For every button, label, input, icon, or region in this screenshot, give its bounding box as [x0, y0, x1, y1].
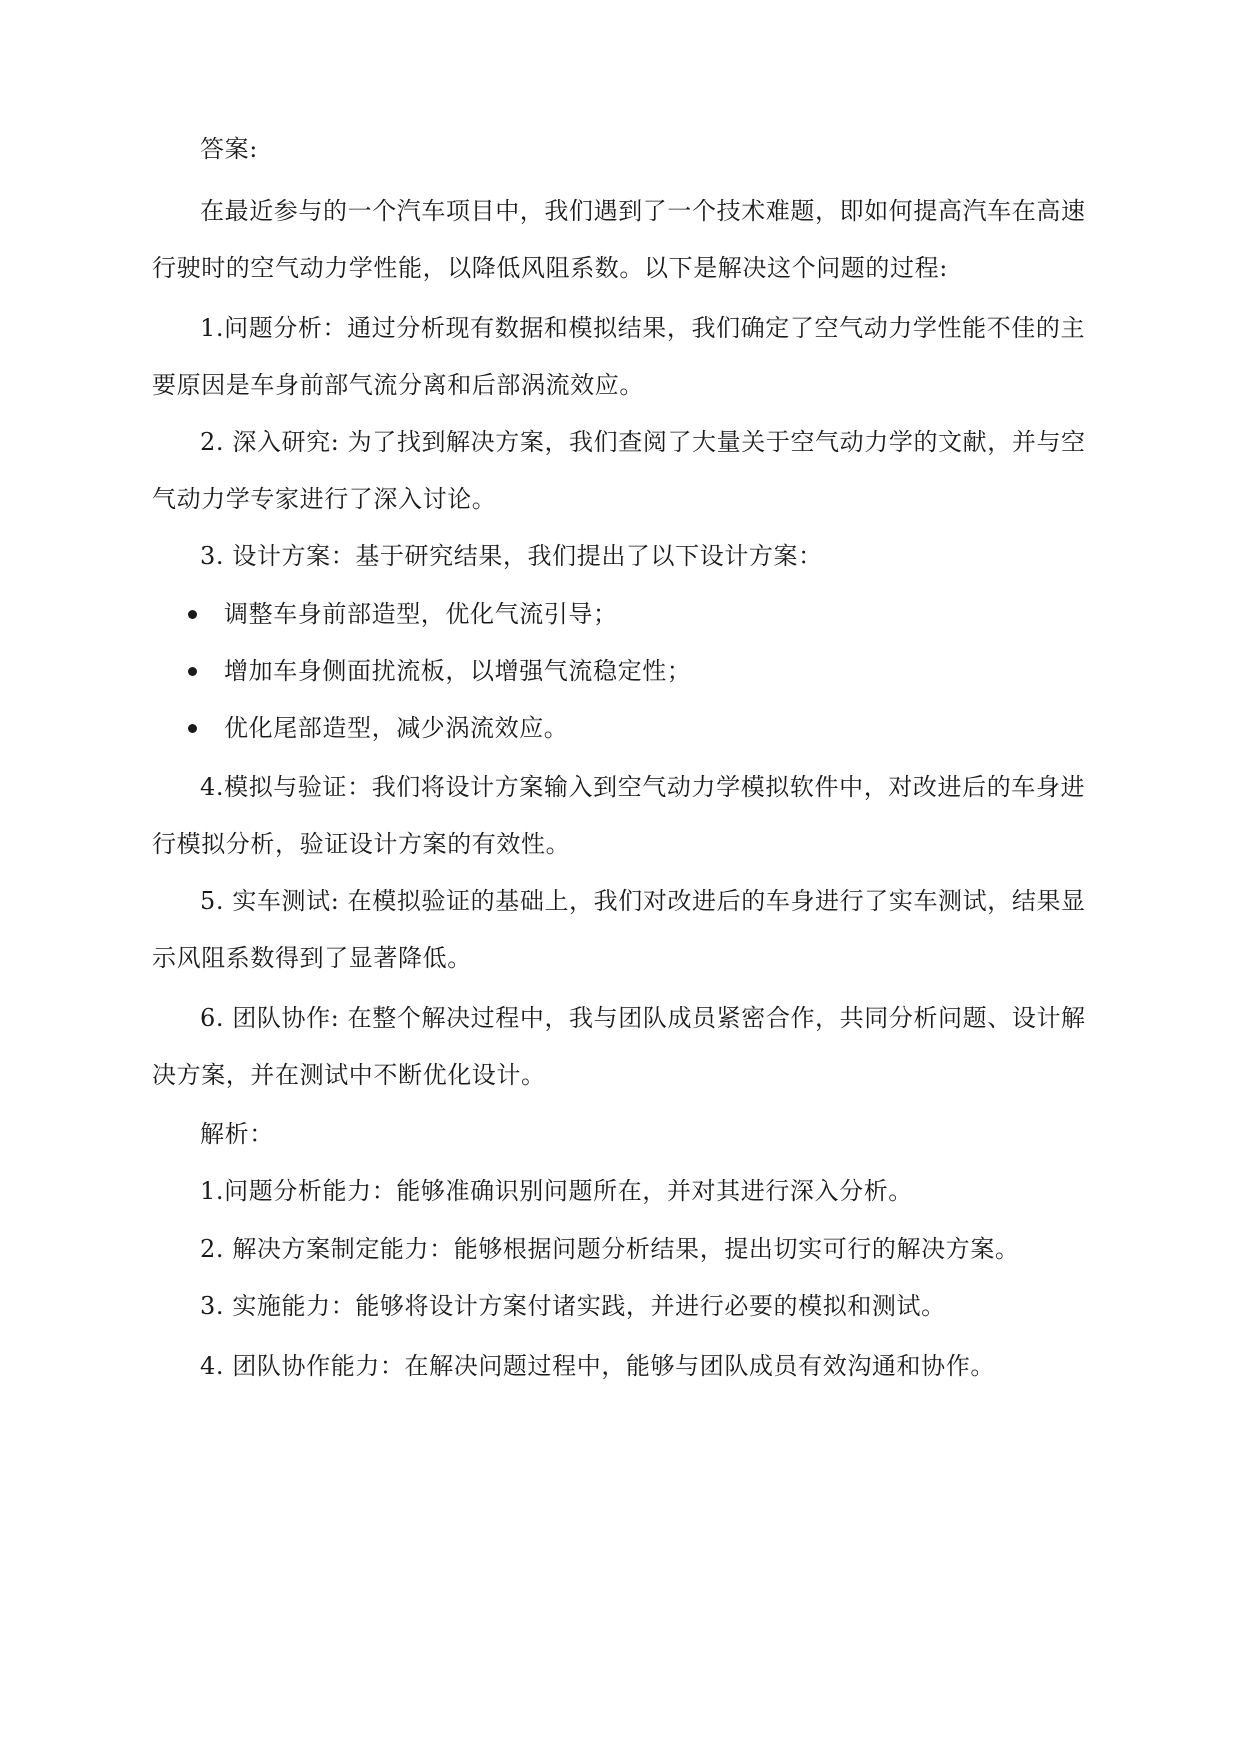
analysis-item-3: 3. 实施能力：能够将设计方案付诸实践，并进行必要的模拟和测试。 — [200, 1292, 946, 1320]
step-2-line-2: 气动力学专家进行了深入讨论。 — [152, 485, 497, 513]
step-2-line-1: 2. 深入研究: 为了找到解决方案，我们查阅了大量关于空气动力学的文献，并与空 — [200, 428, 1086, 456]
bullet-item-3 — [152, 712, 1092, 744]
step-6-line-1: 6. 团队协作: 在整个解决过程中，我与团队成员紧密合作，共同分析问题、设计解 — [200, 1004, 1086, 1032]
step-4-line-1: 4.模拟与验证：我们将设计方案输入到空气动力学模拟软件中，对改进后的车身进 — [200, 773, 1086, 801]
bullet-dot-icon — [188, 724, 197, 733]
step-5-line-2: 示风阻系数得到了显著降低。 — [152, 944, 472, 972]
bullet-text-2: 增加车身侧面扰流板，以增强气流稳定性； — [224, 657, 692, 685]
analysis-item-4: 4. 团队协作能力：在解决问题过程中，能够与团队成员有效沟通和协作。 — [200, 1352, 995, 1380]
analysis-heading: 解析： — [200, 1120, 274, 1148]
bullet-text-1: 调整车身前部造型，优化气流引导； — [224, 600, 618, 628]
step-1-line-1: 1.问题分析：通过分析现有数据和模拟结果，我们确定了空气动力学性能不佳的主 — [200, 314, 1086, 342]
bullet-dot-icon — [188, 667, 197, 676]
step-6-line-2: 决方案，并在测试中不断优化设计。 — [152, 1061, 546, 1089]
bullet-dot-icon — [188, 610, 197, 619]
analysis-item-1: 1.问题分析能力：能够准确识别问题所在，并对其进行深入分析。 — [200, 1177, 913, 1205]
intro-line-2: 行驶时的空气动力学性能，以降低风阻系数。以下是解决这个问题的过程: — [152, 254, 948, 282]
answer-heading: 答案: — [200, 135, 258, 163]
bullet-item-1 — [152, 598, 1092, 630]
step-4-line-2: 行模拟分析，验证设计方案的有效性。 — [152, 830, 571, 858]
step-1-line-2: 要原因是车身前部气流分离和后部涡流效应。 — [152, 371, 644, 399]
step-5-line-1: 5. 实车测试: 在模拟验证的基础上，我们对改进后的车身进行了实车测试，结果显 — [200, 887, 1086, 915]
bullet-item-2 — [152, 655, 1092, 687]
step-3-line-1: 3. 设计方案：基于研究结果，我们提出了以下设计方案： — [200, 542, 823, 570]
intro-line-1: 在最近参与的一个汽车项目中，我们遇到了一个技术难题，即如何提高汽车在高速 — [200, 197, 1086, 225]
analysis-item-2: 2. 解决方案制定能力：能够根据问题分析结果，提出切实可行的解决方案。 — [200, 1235, 1020, 1263]
bullet-text-3: 优化尾部造型，减少涡流效应。 — [224, 714, 569, 742]
